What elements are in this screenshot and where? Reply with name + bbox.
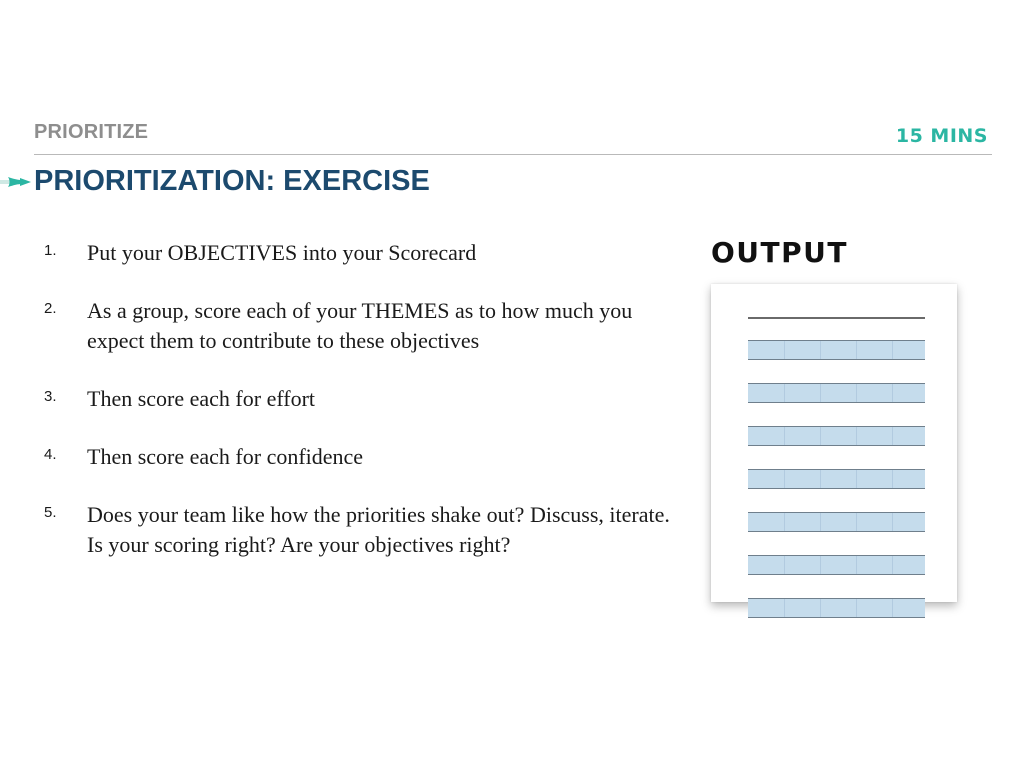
step-number: 4. — [44, 446, 57, 463]
scorecard-column-divider — [856, 384, 857, 402]
scorecard-column-divider — [856, 599, 857, 617]
scorecard-document-icon — [711, 284, 957, 602]
scorecard-column-divider — [856, 427, 857, 445]
scorecard-column-divider — [856, 513, 857, 531]
duration-badge: 15 MINS — [895, 125, 988, 147]
step-text: Put your OBJECTIVES into your Scorecard — [87, 240, 477, 265]
step-item — [44, 442, 684, 472]
scorecard-column-divider — [892, 599, 893, 617]
scorecard-row — [748, 383, 925, 403]
scorecard-column-divider — [820, 341, 821, 359]
scorecard-header-line — [748, 317, 925, 319]
step-item — [44, 500, 684, 560]
page-title: PRIORITIZATION: EXERCISE — [34, 165, 430, 197]
scorecard-column-divider — [856, 556, 857, 574]
step-item — [44, 296, 684, 356]
scorecard-column-divider — [892, 384, 893, 402]
header-divider — [34, 154, 992, 155]
scorecard-column-divider — [856, 470, 857, 488]
scorecard-column-divider — [892, 341, 893, 359]
scorecard-row — [748, 340, 925, 360]
arrow-right-icon — [0, 174, 32, 190]
scorecard-column-divider — [784, 556, 785, 574]
scorecard-column-divider — [856, 341, 857, 359]
scorecard-column-divider — [820, 556, 821, 574]
step-text: Does your team like how the priorities shake out? Discuss, iterate. Is your scoring right? Are your objectives right? — [87, 502, 670, 557]
scorecard-column-divider — [892, 556, 893, 574]
step-item — [44, 384, 684, 414]
scorecard-column-divider — [784, 427, 785, 445]
scorecard-column-divider — [784, 470, 785, 488]
scorecard-column-divider — [820, 470, 821, 488]
step-number: 2. — [44, 300, 57, 317]
scorecard-column-divider — [784, 384, 785, 402]
step-text: As a group, score each of your THEMES as to how much you expect them to contribute to these objectives — [87, 298, 633, 353]
step-number: 1. — [44, 242, 57, 259]
scorecard-column-divider — [784, 599, 785, 617]
scorecard-row — [748, 598, 925, 618]
step-number: 5. — [44, 504, 57, 521]
scorecard-column-divider — [820, 427, 821, 445]
step-text: Then score each for confidence — [87, 444, 364, 469]
step-item — [44, 238, 684, 268]
scorecard-row — [748, 555, 925, 575]
scorecard-column-divider — [820, 513, 821, 531]
scorecard-column-divider — [784, 341, 785, 359]
step-text: Then score each for effort — [87, 386, 316, 411]
scorecard-column-divider — [820, 599, 821, 617]
step-number: 3. — [44, 388, 57, 405]
scorecard-row — [748, 512, 925, 532]
output-title: OUTPUT — [711, 236, 848, 269]
scorecard-column-divider — [820, 384, 821, 402]
scorecard-column-divider — [892, 513, 893, 531]
scorecard-column-divider — [892, 470, 893, 488]
scorecard-column-divider — [784, 513, 785, 531]
steps-list — [44, 238, 684, 588]
scorecard-row — [748, 426, 925, 446]
scorecard-column-divider — [892, 427, 893, 445]
scorecard-row — [748, 469, 925, 489]
section-label: PRIORITIZE — [34, 121, 149, 143]
